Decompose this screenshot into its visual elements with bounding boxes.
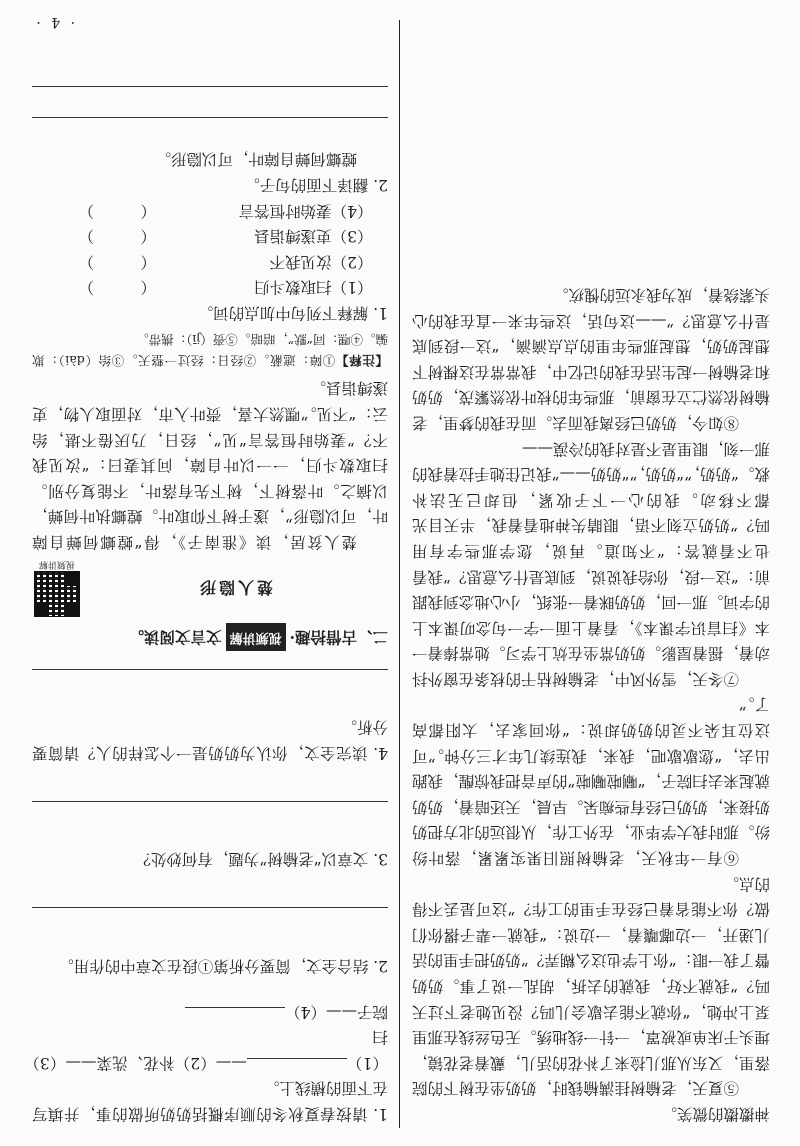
qr-code-box[interactable]	[32, 558, 82, 617]
blank-label-2: ——（2）补花、洗菜——（3）扫	[32, 1028, 388, 1072]
classical-question-1: 1. 解释下列句中加点的词。	[197, 303, 388, 322]
answer-line[interactable]	[32, 907, 388, 908]
word-item-text: （1）扫取数斗归	[254, 278, 373, 297]
word-item-blank[interactable]: （ ）	[78, 201, 157, 220]
blank-label-3: 院子——（4）	[285, 1002, 388, 1021]
answer-line[interactable]	[32, 801, 388, 802]
question-4: 4. 读完全文，你认为奶奶是一个怎样的人？请简要分析。	[32, 718, 388, 762]
word-item-text: （4）妻始时恒答言	[238, 201, 373, 220]
answer-blank[interactable]	[247, 1058, 347, 1073]
notes-label: 【注释】	[335, 352, 388, 368]
word-item	[32, 223, 388, 249]
word-item-text: （3）吏遂缚诣县	[254, 227, 373, 246]
answer-line[interactable]	[32, 117, 388, 118]
passage-title-bar	[32, 558, 388, 617]
notes-text: ①障：遮蔽。②经日：经过一整天。③绐（dài）：欺骗。④嘿：同“默”，暗暗。⑤赍（jī）：携带。	[32, 331, 388, 368]
answer-line[interactable]	[32, 86, 388, 87]
word-item-blank[interactable]: （ ）	[78, 278, 157, 297]
section-text-2: 文言文阅读。	[128, 627, 222, 647]
answer-blank[interactable]	[185, 1007, 285, 1022]
question-1-blanks	[32, 998, 388, 1075]
story-paragraph-0: 神擞擞的微笑。	[661, 1105, 770, 1123]
passage-notes	[32, 329, 388, 371]
word-item	[32, 248, 388, 274]
answer-line[interactable]	[32, 669, 388, 670]
section-heading	[32, 623, 388, 651]
story-column	[412, 26, 770, 1126]
word-item	[32, 274, 388, 300]
word-item-blank[interactable]: （ ）	[78, 227, 157, 246]
question-3: 3. 文章以“老榆树”为题，有何妙处？	[135, 850, 388, 869]
video-tag[interactable]: 视频讲解	[226, 623, 286, 651]
story-paragraph-6: ⑥有一年秋天，老榆树照旧果实累累，落叶纷纷。那时我大学毕业，在外工作，从很远的北方把奶奶接来，奶奶已经有些痴呆。早晨，天还暗着，奶奶就起来去扫院子，“唰啦唰啦”的声音把我惊醒，我跑出去，“您歇歇吧，我来，我连续几年才三分钟。”可这位耳朵不灵的奶奶却说：“你回家去，太阳都高了。”	[412, 695, 770, 868]
story-paragraph-7: ⑦冬天，雪外风中，老榆树枯干的枝条在窗外抖动着，摇着屋影。奶奶常坐在炕上学习。她常捧着一本《扫盲识字课本》，看着上面一字一句念叨课本上的字词。那一回，奶奶眯着一张纸，小心地念到我跟前：“这一段，你给我说说，到底是什么意思？”我看也不看就答：“不知道。再说，您学那些字有用吗？”奶奶立刻不语，眼睛失神地看着我，半天目光都不移动。我的心一下子收紧，但却已无法补救。“奶奶，”“奶奶，”“奶奶——”我记住她手拉着我的那一刻，眼里是不是对我的冷漠——	[412, 439, 770, 688]
word-item-text: （2）汝见我不	[269, 252, 373, 271]
question-2: 2. 结合全文，简要分析第①段在文章中的作用。	[58, 957, 388, 976]
blank-label-1: （1）	[346, 1053, 388, 1072]
column-divider	[399, 20, 400, 1128]
section-number: 二、	[356, 627, 388, 647]
passage-text: 楚人贫居，读《淮南子》，得“螳螂伺蝉自障叶，可以隐形”，遂于树下仰取叶。螳螂执叶伺蝉，以摘之。叶落树下，树下先有落叶，不能复分别。扫取数斗归，一一以叶自障，问其妻曰：“汝见我不？”妻始时恒答言“见”，经日，乃厌倦不堪，绐云：“不见。”嘿然大喜，赍叶入市，对面取人物，吏遂缚诣县。	[32, 379, 388, 552]
passage-title: 楚人隐形	[197, 578, 274, 598]
classical-question-2: 2. 翻译下面的句子。	[244, 175, 388, 194]
exercise-column	[32, 26, 388, 1126]
qr-label: 视频讲解	[39, 559, 76, 570]
story-paragraph-5: ⑤夏天，老榆树挂满榆钱时，奶奶坐在树下的院落里，又东从那儿捡来了补花的活儿，戴着老花镜，埋头于床单或被罩，一针一线地绣。无色丝线在那里泵上冲她，“你就不能去歇会儿吗？没见她老下过天吗？”我就不好，我就的去拆，胡乱一说了事。奶奶瞥了我一眼：“你上学也这么糊弄？”奶奶把手里的活儿递开，一边嘟囔着，一边说：“我就一辈子撂你们做？你不能省着已经在手里的工作？”这可是丢不得的点。	[412, 874, 770, 1098]
word-item-blank[interactable]: （ ）	[78, 252, 157, 271]
section-text-1: 古惜拾趣·	[289, 627, 357, 647]
translate-sentence: 螳螂伺蝉自障叶，可以隐形。	[155, 150, 357, 169]
question-1: 1. 请按春夏秋冬的顺序概括奶奶所做的事，并填写在下面的横线上。	[32, 1079, 388, 1123]
qr-code-icon[interactable]	[34, 571, 80, 617]
page-number: · 4 ·	[33, 14, 75, 30]
story-paragraph-8: ⑧如今，奶奶已经离我而去。而在我的梦里，老榆树依然伫立在窗前，那些年的枝叶依然繁茂，奶奶和老榆树一起生活在我的记忆中，我常常在这棵树下想起奶奶，想起那些年里的点点滴滴，“这一段到底是什么意思？”——这句话，这些年来一直在我的心头萦绕着，成为我永远的愧疚。	[412, 286, 770, 432]
word-item	[32, 197, 388, 223]
